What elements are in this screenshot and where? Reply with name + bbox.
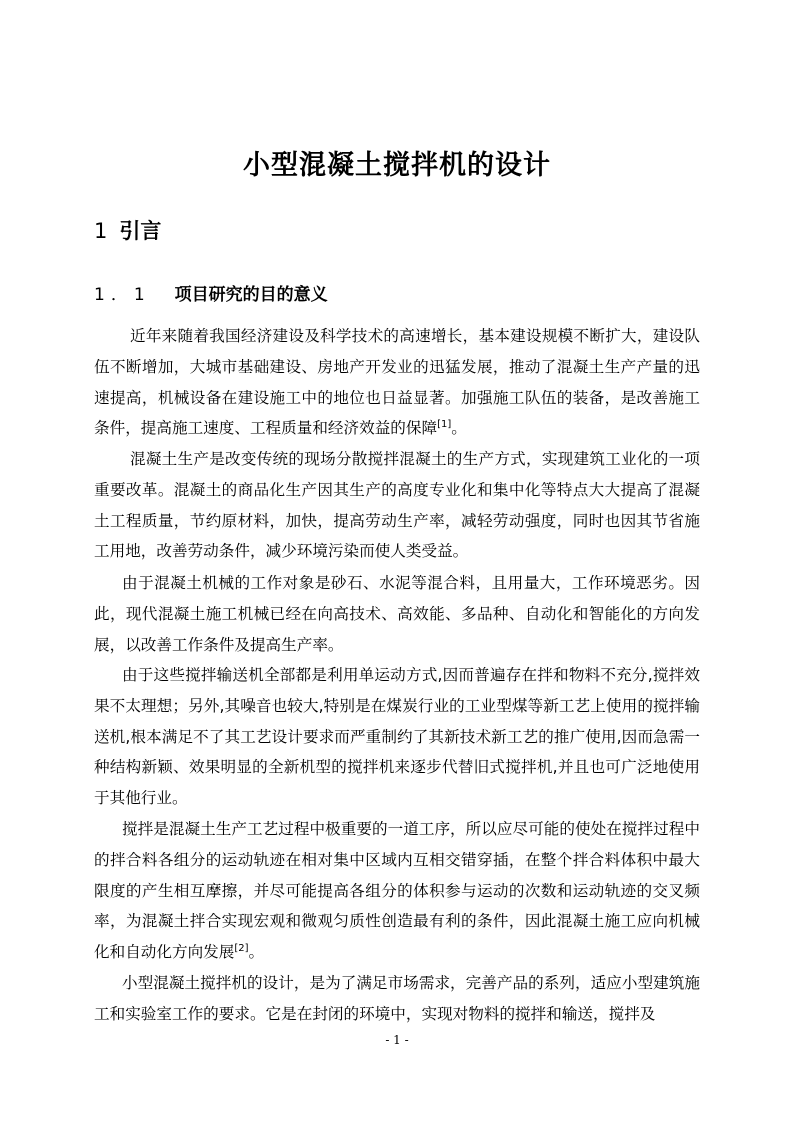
citation-2: [2] xyxy=(234,943,249,954)
paragraph-4: 由于这些搅拌输送机全部都是利用单运动方式,因而普遍存在拌和物料不充分,搅拌效果不太理想；另外,其噪音也较大,特别是在煤炭行业的工业型煤等新工艺上使用的搅拌输送机,根本满足不了其工艺设计要求而严重制约了其新技术新工艺的推广使用,因而急需一种结构新颖、效果明显的全新机型的搅拌机来逐步代替旧式搅拌机,并且也可广泛地使用于其他行业。 xyxy=(94,666,700,808)
subsection-title: 项目研究的目的意义 xyxy=(174,285,328,305)
citation-1: [1] xyxy=(437,419,452,431)
paragraph-5 xyxy=(94,814,700,968)
paragraph-1-suffix: 。 xyxy=(451,419,467,438)
paragraph-1-text: 近年来随着我国经济建设及科学技术的高速增长，基本建设规模不断扩大，建设队伍不断增加，大城市基础建设、房地产开发业的迅猛发展，推动了混凝土生产产量的迅速提高，机械设备在建设施工中的地位也日益显著。加强施工队伍的装备，是改善施工条件，提高施工速度、工程质量和经济效益的保障 xyxy=(94,327,700,438)
paragraph-6: 小型混凝土搅拌机的设计，是为了满足市场需求，完善产品的系列，适应小型建筑施工和实验室工作的要求。它是在封闭的环境中，实现对物料的搅拌和输送，搅拌及 xyxy=(94,974,700,1023)
section-title: 引言 xyxy=(119,219,162,243)
paragraph-5-text: 搅拌是混凝土生产工艺过程中极重要的一道工序，所以应尽可能的使处在搅拌过程中的拌合料各组分的运动轨迹在相对集中区域内互相交错穿插，在整个拌合料体积中最大限度的产生相互摩擦，并尽可能提高各组分的体积参与运动的次数和运动轨迹的交叉频率，为混凝土拌合实现宏观和微观匀质性创造最有利的条件，因此混凝土施工应向机械化和自动化方向发展 xyxy=(94,820,700,962)
paragraph-1 xyxy=(94,321,700,444)
section-heading xyxy=(94,216,161,246)
subsection-heading xyxy=(94,282,328,308)
document-title: 小型混凝土搅拌机的设计 xyxy=(243,150,551,181)
subsection-number: 1．1 xyxy=(94,285,151,305)
paragraph-2: 混凝土生产是改变传统的现场分散搅拌混凝土的生产方式，实现建筑工业化的一项重要改革。混凝土的商品化生产因其生产的高度专业化和集中化等特点大大提高了混凝土工程质量，节约原材料，加快，提高劳动生产率，减轻劳动强度，同时也因其节省施工用地，改善劳动条件，减少环境污染而使人类受益。 xyxy=(94,450,700,561)
section-number: 1 xyxy=(94,219,108,243)
paragraph-5-suffix: 。 xyxy=(248,943,265,962)
paragraph-3: 由于混凝土机械的工作对象是砂石、水泥等混合料，且用量大，工作环境恶劣。因此，现代混凝土施工机械已经在向高技术、高效能、多品种、自动化和智能化的方向发展，以改善工作条件及提高生产率。 xyxy=(94,574,700,654)
page-number: - 1 - xyxy=(385,1033,409,1047)
